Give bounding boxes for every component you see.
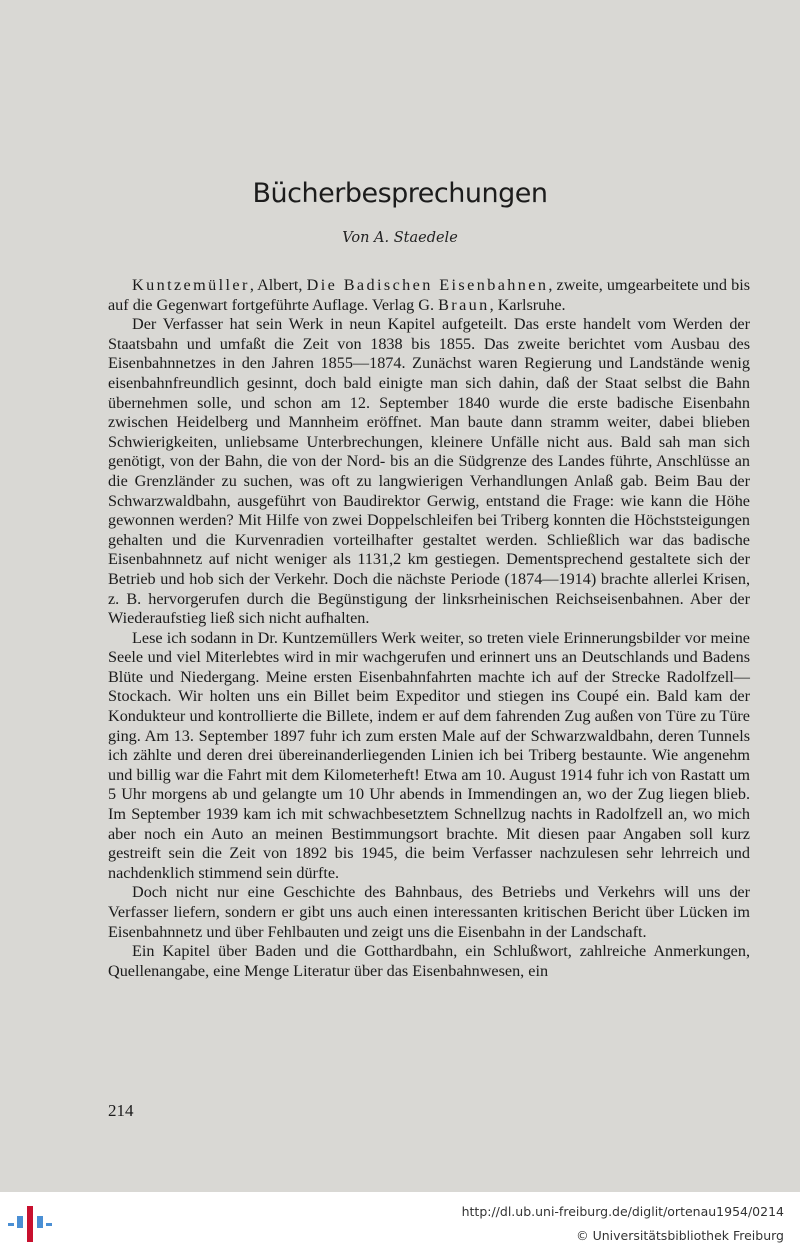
page-title: Bücherbesprechungen xyxy=(252,178,548,209)
book-edition: , zweite, umgearbeitete und bis auf die Gegenwart fortgeführte Auflage. Verlag G. xyxy=(108,276,751,314)
page-number: 214 xyxy=(108,1101,134,1120)
book-place: , Karlsruhe. xyxy=(489,295,566,314)
book-author-name: Kuntzemüller xyxy=(132,276,250,294)
paragraph: Lese ich sodann in Dr. Kuntzemüllers Werk weiter, so treten viele Erinnerungsbilder vor meine Seele und viel Miterlebtes wird in mir wachgerufen und erinnert uns an Deutschlands und Badens Blüte und Niedergang. Meine ersten Eisenbahnfahrten machte ich auf der Strecke Radolfzell—Stockach. Wir holten uns ein Billet beim Expeditor und stiegen ins Coupé ein. Bald kam der Kondukteur und kontrollierte die Billete, indem er auf dem fahrenden Zug außen von Türe zu Türe ging. Am 13. September 1897 fuhr ich zum ersten Male auf der Schwarzwaldbahn, deren Tunnels ich zählte und deren drei übereinanderliegenden Linien ich bei Triberg bestaunte. Wie angenehm und billig war die Fahrt mit dem Kilometerheft! Etwa am 10. August 1914 fuhr ich von Rastatt um 5 Uhr morgens ab und gelangte um 10 Uhr abends in Immendingen an, wo der Zug liegen blieb. Im September 1939 kam ich mit schwachbesetztem Schnellzug nachts in Radolfzell an, wo mich aber noch ein Auto an meinen Bestimmungsort brachte. Mit diesen paar Angaben soll kurz gestreift sein die Zeit von 1892 bis 1945, die beim Verfasser nachzulesen sehr lehrreich und nachdenklich stimmend sein dürfte. xyxy=(108,628,750,882)
book-author-rest: , Albert, xyxy=(249,276,307,294)
viewer-footer xyxy=(0,1192,800,1253)
paragraph: Ein Kapitel über Baden und die Gotthardbahn, ein Schlußwort, zahlreiche Anmerkungen, Quellenangabe, eine Menge Literatur über das Eisenbahnwesen, ein xyxy=(108,942,750,980)
book-citation xyxy=(108,276,750,315)
author-line: Von A. Staedele xyxy=(342,230,458,246)
copyright-notice: © Universitätsbibliothek Freiburg xyxy=(576,1228,784,1243)
paragraph: Der Verfasser hat sein Werk in neun Kapitel aufgeteilt. Das erste handelt vom Werden der Staatsbahn und umfaßt die Zeit von 1838 bis 1855. Das zweite berichtet vom Ausbau des Eisenbahnnetzes in den Jahren 1855—1874. Zunächst waren Regierung und Landstände wenig eisenbahnfreundlich gesinnt, doch bald einigte man sich dahin, daß der Staat selbst die Bahn übernehmen solle, und schon am 12. September 1840 wurde die erste badische Eisenbahn zwischen Heidelberg und Mannheim eröffnet. Man baute dann stramm weiter, dabei blieben Schwierigkeiten, unliebsame Unterbrechungen, kleinere Unfälle nicht aus. Bald sah man sich genötigt, von der Bahn, die von der Nord- bis an die Südgrenze des Landes führte, Anschlüsse an die Grenzländer zu suchen, was oft zu langwierigen Verhandlungen Anlaß gab. Beim Bau der Schwarzwaldbahn, ausgeführt von Baudirektor Gerwig, entstand die Frage: wie kann die Höhe gewonnen werden? Mit Hilfe von zwei Doppelschleifen bei Triberg konnten die Höchststeigungen gehalten und die Kurvenradien vorteilhafter gestaltet werden. Schließlich war das badische Eisenbahnnetz auf nicht weniger als 1131,2 km gestiegen. Dementsprechend gestaltete sich der Betrieb und hob sich der Verkehr. Doch die nächste Periode (1874—1914) brachte allerlei Krisen, z. B. hervorgerufen durch die Begünstigung der linksrheinischen Reichseisenbahnen. Aber der Wiederaufstieg ließ sich nicht aufhalten. xyxy=(108,315,750,628)
book-title: Die Badischen Eisenbahnen xyxy=(306,276,549,294)
book-publisher: Braun xyxy=(438,295,490,314)
ub-freiburg-logo-icon xyxy=(8,1206,52,1242)
review-body xyxy=(108,276,750,981)
source-url-link[interactable]: http://dl.ub.uni-freiburg.de/diglit/ortenau1954/0214 xyxy=(461,1204,784,1219)
paragraph: Doch nicht nur eine Geschichte des Bahnbaus, des Betriebs und Verkehrs will uns der Verfasser liefern, sondern er gibt uns auch einen interessanten kritischen Bericht über Lücken im Eisenbahnnetz und über Fehlbauten und zeigt uns die Eisenbahn in der Landschaft. xyxy=(108,883,750,941)
